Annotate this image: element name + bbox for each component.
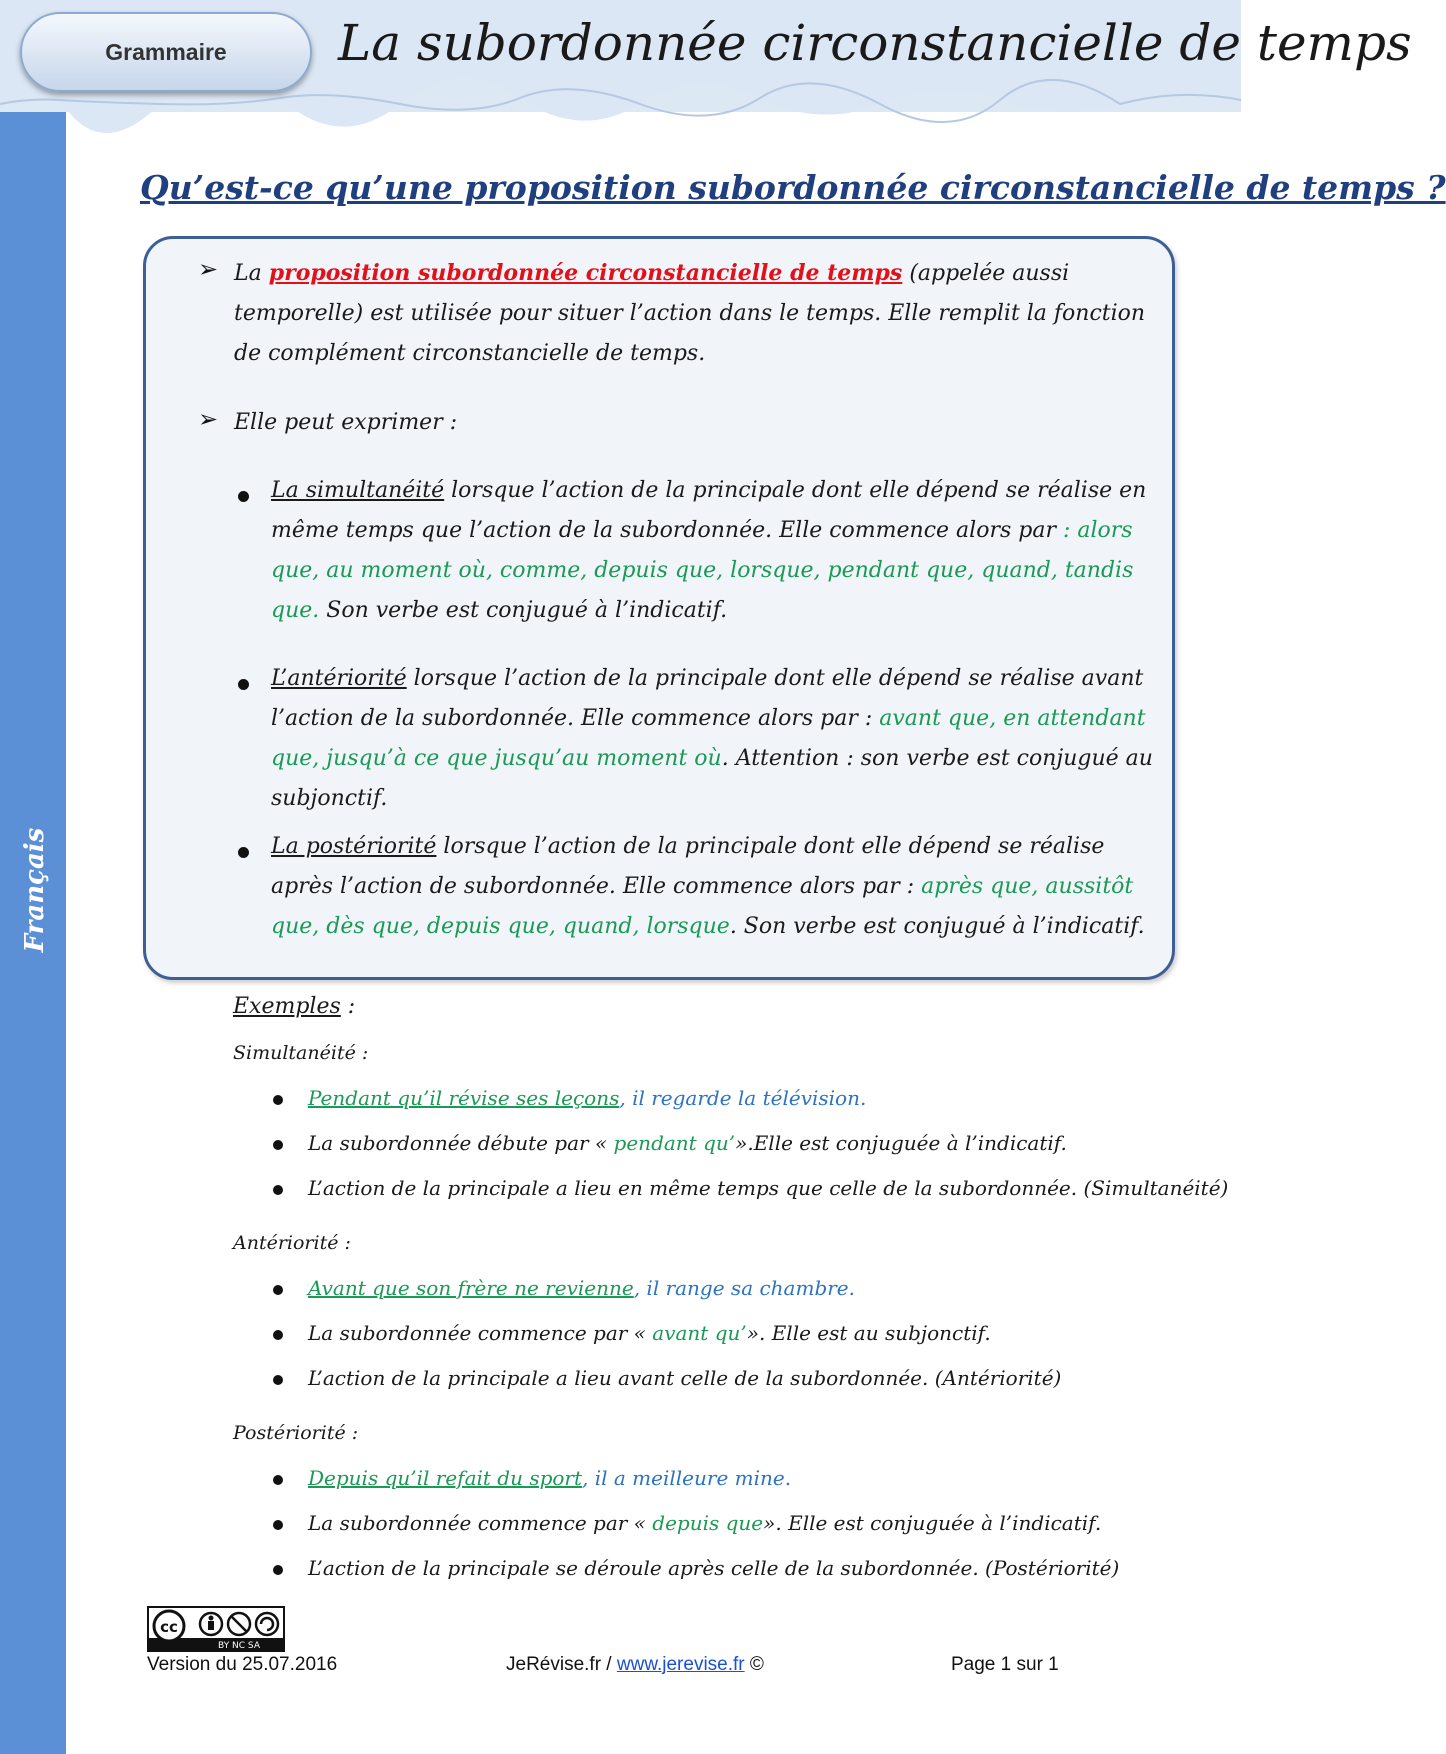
expression-intro: Elle peut exprimer : <box>234 410 458 435</box>
cc-license-icon <box>149 1608 283 1650</box>
footer-version: Version du 25.07.2016 <box>147 1654 338 1675</box>
definition-paragraph: La proposition subordonnée circonstancielle de temps (appelée aussi temporelle) est utilisée pour situer l’action dans le temps. Elle remplit la fonction de complément circonstancielle de temps. <box>234 260 1146 366</box>
bullet-icon <box>273 1095 283 1105</box>
example-sentence: Depuis qu’il refait du sport, il a meilleure mine. <box>308 1466 792 1490</box>
license-badge <box>147 1606 285 1652</box>
example-sentence: Avant que son frère ne revienne, il range sa chambre. <box>308 1276 856 1300</box>
bullet-icon <box>273 1375 283 1385</box>
bullet-icon <box>273 1565 283 1575</box>
svg-text:cc: cc <box>160 1618 178 1636</box>
bullet-icon <box>238 847 249 858</box>
page-title: La subordonnée circonstancielle de temps <box>338 14 1412 72</box>
footer-site: JeRévise.fr / www.jerevise.fr © <box>506 1654 764 1675</box>
example-group-title: Antériorité : <box>233 1232 351 1254</box>
footer-link[interactable]: www.jerevise.fr <box>616 1654 745 1675</box>
example-group-title: Postériorité : <box>233 1422 359 1444</box>
arrow-bullet-icon: ➢ <box>198 255 219 283</box>
footer-page: Page 1 sur 1 <box>951 1654 1059 1675</box>
examples-heading: Exemples : <box>233 994 356 1019</box>
header-banner <box>0 0 1412 112</box>
section-question: Qu’est-ce qu’une proposition subordonnée circonstancielle de temps ? <box>140 168 1446 207</box>
svg-text:BY NC SA: BY NC SA <box>218 1641 260 1651</box>
example-relation: L’action de la principale se déroule après celle de la subordonnée. (Postériorité) <box>308 1556 1120 1580</box>
sidebar-label: Français <box>20 827 50 953</box>
example-relation: L’action de la principale a lieu en même temps que celle de la subordonnée. (Simultanéité) <box>308 1176 1229 1200</box>
bullet-icon <box>273 1185 283 1195</box>
example-explanation: La subordonnée commence par « avant qu’». Elle est au subjonctif. <box>308 1321 991 1345</box>
bullet-icon <box>273 1140 283 1150</box>
example-explanation: La subordonnée débute par « pendant qu’».Elle est conjuguée à l’indicatif. <box>308 1131 1067 1155</box>
item-posteriorite: La postériorité lorsque l’action de la principale dont elle dépend se réalise après l’action de subordonnée. Elle commence alors par : après que, aussitôt que, dès que, depuis que, quand, lorsque. Son verbe est conjugué à l’indicatif. <box>271 834 1145 939</box>
definition-term: proposition subordonnée circonstancielle de temps <box>268 260 903 286</box>
item-simultaneite: La simultanéité lorsque l’action de la principale dont elle dépend se réalise en même temps que l’action de la subordonnée. Elle commence alors par : alors que, au moment où, comme, depuis que, lorsque, pendant que, quand, tandis que. Son verbe est conjugué à l’indicatif. <box>271 478 1147 623</box>
sidebar <box>0 0 66 1754</box>
example-relation: L’action de la principale a lieu avant celle de la subordonnée. (Antériorité) <box>308 1366 1062 1390</box>
definition-box <box>143 236 1175 980</box>
bullet-icon <box>238 679 249 690</box>
bullet-icon <box>273 1330 283 1340</box>
bullet-icon <box>273 1285 283 1295</box>
example-sentence: Pendant qu’il révise ses leçons, il regarde la télévision. <box>308 1086 867 1110</box>
bullet-icon <box>273 1475 283 1485</box>
bullet-icon <box>238 491 249 502</box>
example-explanation: La subordonnée commence par « depuis que». Elle est conjuguée à l’indicatif. <box>308 1511 1102 1535</box>
example-group-title: Simultanéité : <box>233 1042 369 1064</box>
subject-pill: Grammaire <box>20 12 312 92</box>
arrow-bullet-icon: ➢ <box>198 405 219 433</box>
item-anteriorite: L’antériorité lorsque l’action de la principale dont elle dépend se réalise avant l’action de la subordonnée. Elle commence alors par : avant que, en attendant que, jusqu’à ce que jusqu’au moment où. Attention : son verbe est conjugué au subjonctif. <box>271 666 1153 811</box>
bullet-icon <box>273 1520 283 1530</box>
